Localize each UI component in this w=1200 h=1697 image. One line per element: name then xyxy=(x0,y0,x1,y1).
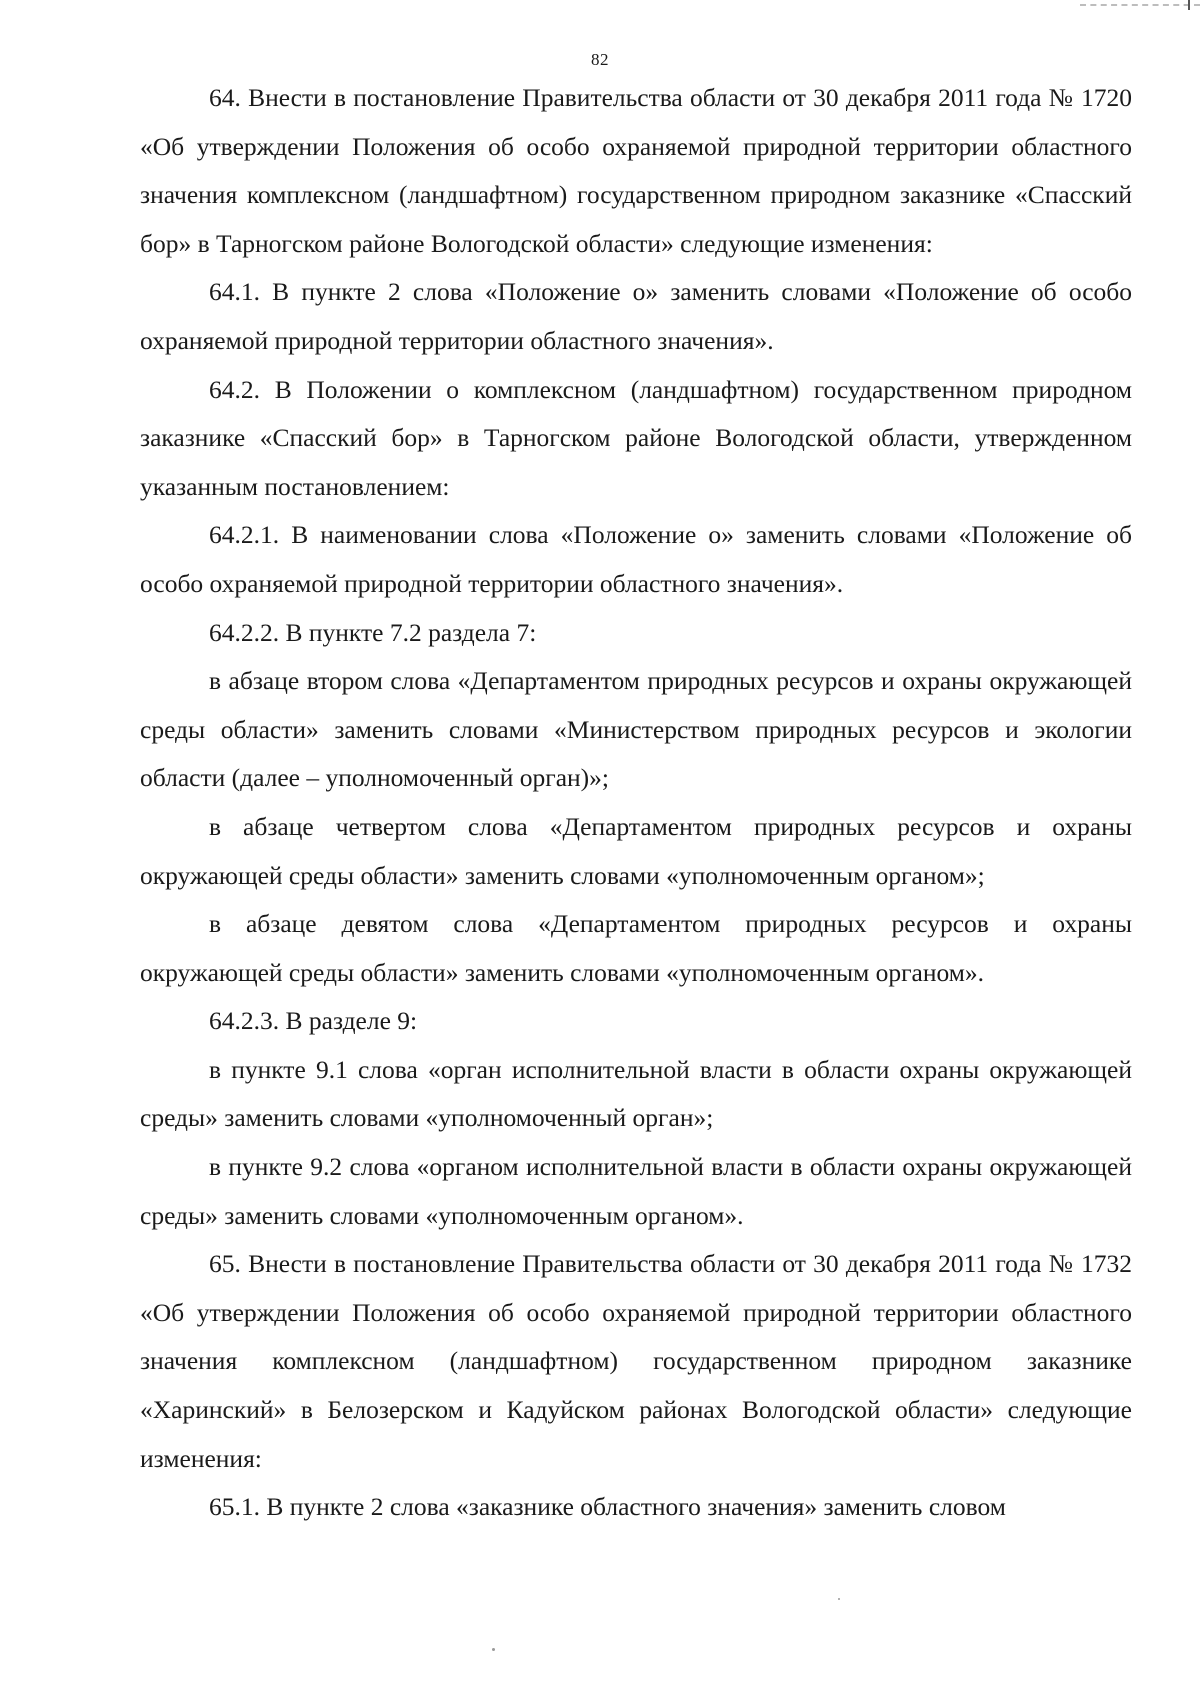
scan-speck xyxy=(838,1598,840,1600)
paragraph-64-2-3: 64.2.3. В разделе 9: xyxy=(209,1006,418,1036)
scan-speck xyxy=(492,1648,495,1651)
page-number: 82 xyxy=(591,50,609,69)
paragraph-65-1: 65.1. В пункте 2 слова «заказнике областного значения» заменить словом xyxy=(209,1492,1006,1522)
paragraph-64-2-2: 64.2.2. В пункте 7.2 раздела 7: xyxy=(209,617,537,647)
paragraph-64-1: 64.1. В пункте 2 слова «Положение о» заменить словами «Положение об особо охраняемой природной территории областного значения». xyxy=(140,277,1132,355)
document-body xyxy=(140,74,1132,1532)
paragraph-64-2-3-b: в пункте 9.2 слова «органом исполнительной власти в области охраны окружающей среды» заменить словами «уполномоченным органом». xyxy=(140,1152,1132,1230)
paragraph-64-2-3-a: в пункте 9.1 слова «орган исполнительной власти в области охраны окружающей среды» заменить словами «уполномоченный орган»; xyxy=(140,1054,1132,1133)
scan-edge-tick xyxy=(1188,0,1190,10)
paragraph-64-2-2-c: в абзаце девятом слова «Департаментом природных ресурсов и охраны окружающей среды области» заменить словами «уполномоченным органом». xyxy=(140,909,1132,987)
scan-edge-mark xyxy=(1080,0,1200,6)
paragraph-64: 64. Внести в постановление Правительства области от 30 декабря 2011 года № 1720 «Об утверждении Положения об особо охраняемой природной территории областного значения комплексном (ландшафтном) государственном природном заказнике «Спасский бор» в Тарногском районе Вологодской области» следующие изменения: xyxy=(140,83,1132,258)
paragraph-64-2: 64.2. В Положении о комплексном (ландшафтном) государственном природном заказнике «Спасский бор» в Тарногском районе Вологодской области, утвержденном указанным постановлением: xyxy=(140,374,1132,501)
paragraph-64-2-2-b: в абзаце четвертом слова «Департаментом природных ресурсов и охраны окружающей среды области» заменить словами «уполномоченным органом»; xyxy=(140,811,1132,890)
paragraph-64-2-2-a: в абзаце втором слова «Департаментом природных ресурсов и охраны окружающей среды области» заменить словами «Министерством природных ресурсов и экологии области (далее – уполномоченный орган)»; xyxy=(140,666,1132,793)
paragraph-64-2-1: 64.2.1. В наименовании слова «Положение о» заменить словами «Положение об особо охраняемой природной территории областного значения». xyxy=(140,520,1132,598)
paragraph-65: 65. Внести в постановление Правительства области от 30 декабря 2011 года № 1732 «Об утверждении Положения об особо охраняемой природной территории областного значения комплексном (ландшафтном) государственном природном заказнике «Харинский» в Белозерском и Кадуйском районах Вологодской области» следующие изменения: xyxy=(140,1249,1132,1473)
